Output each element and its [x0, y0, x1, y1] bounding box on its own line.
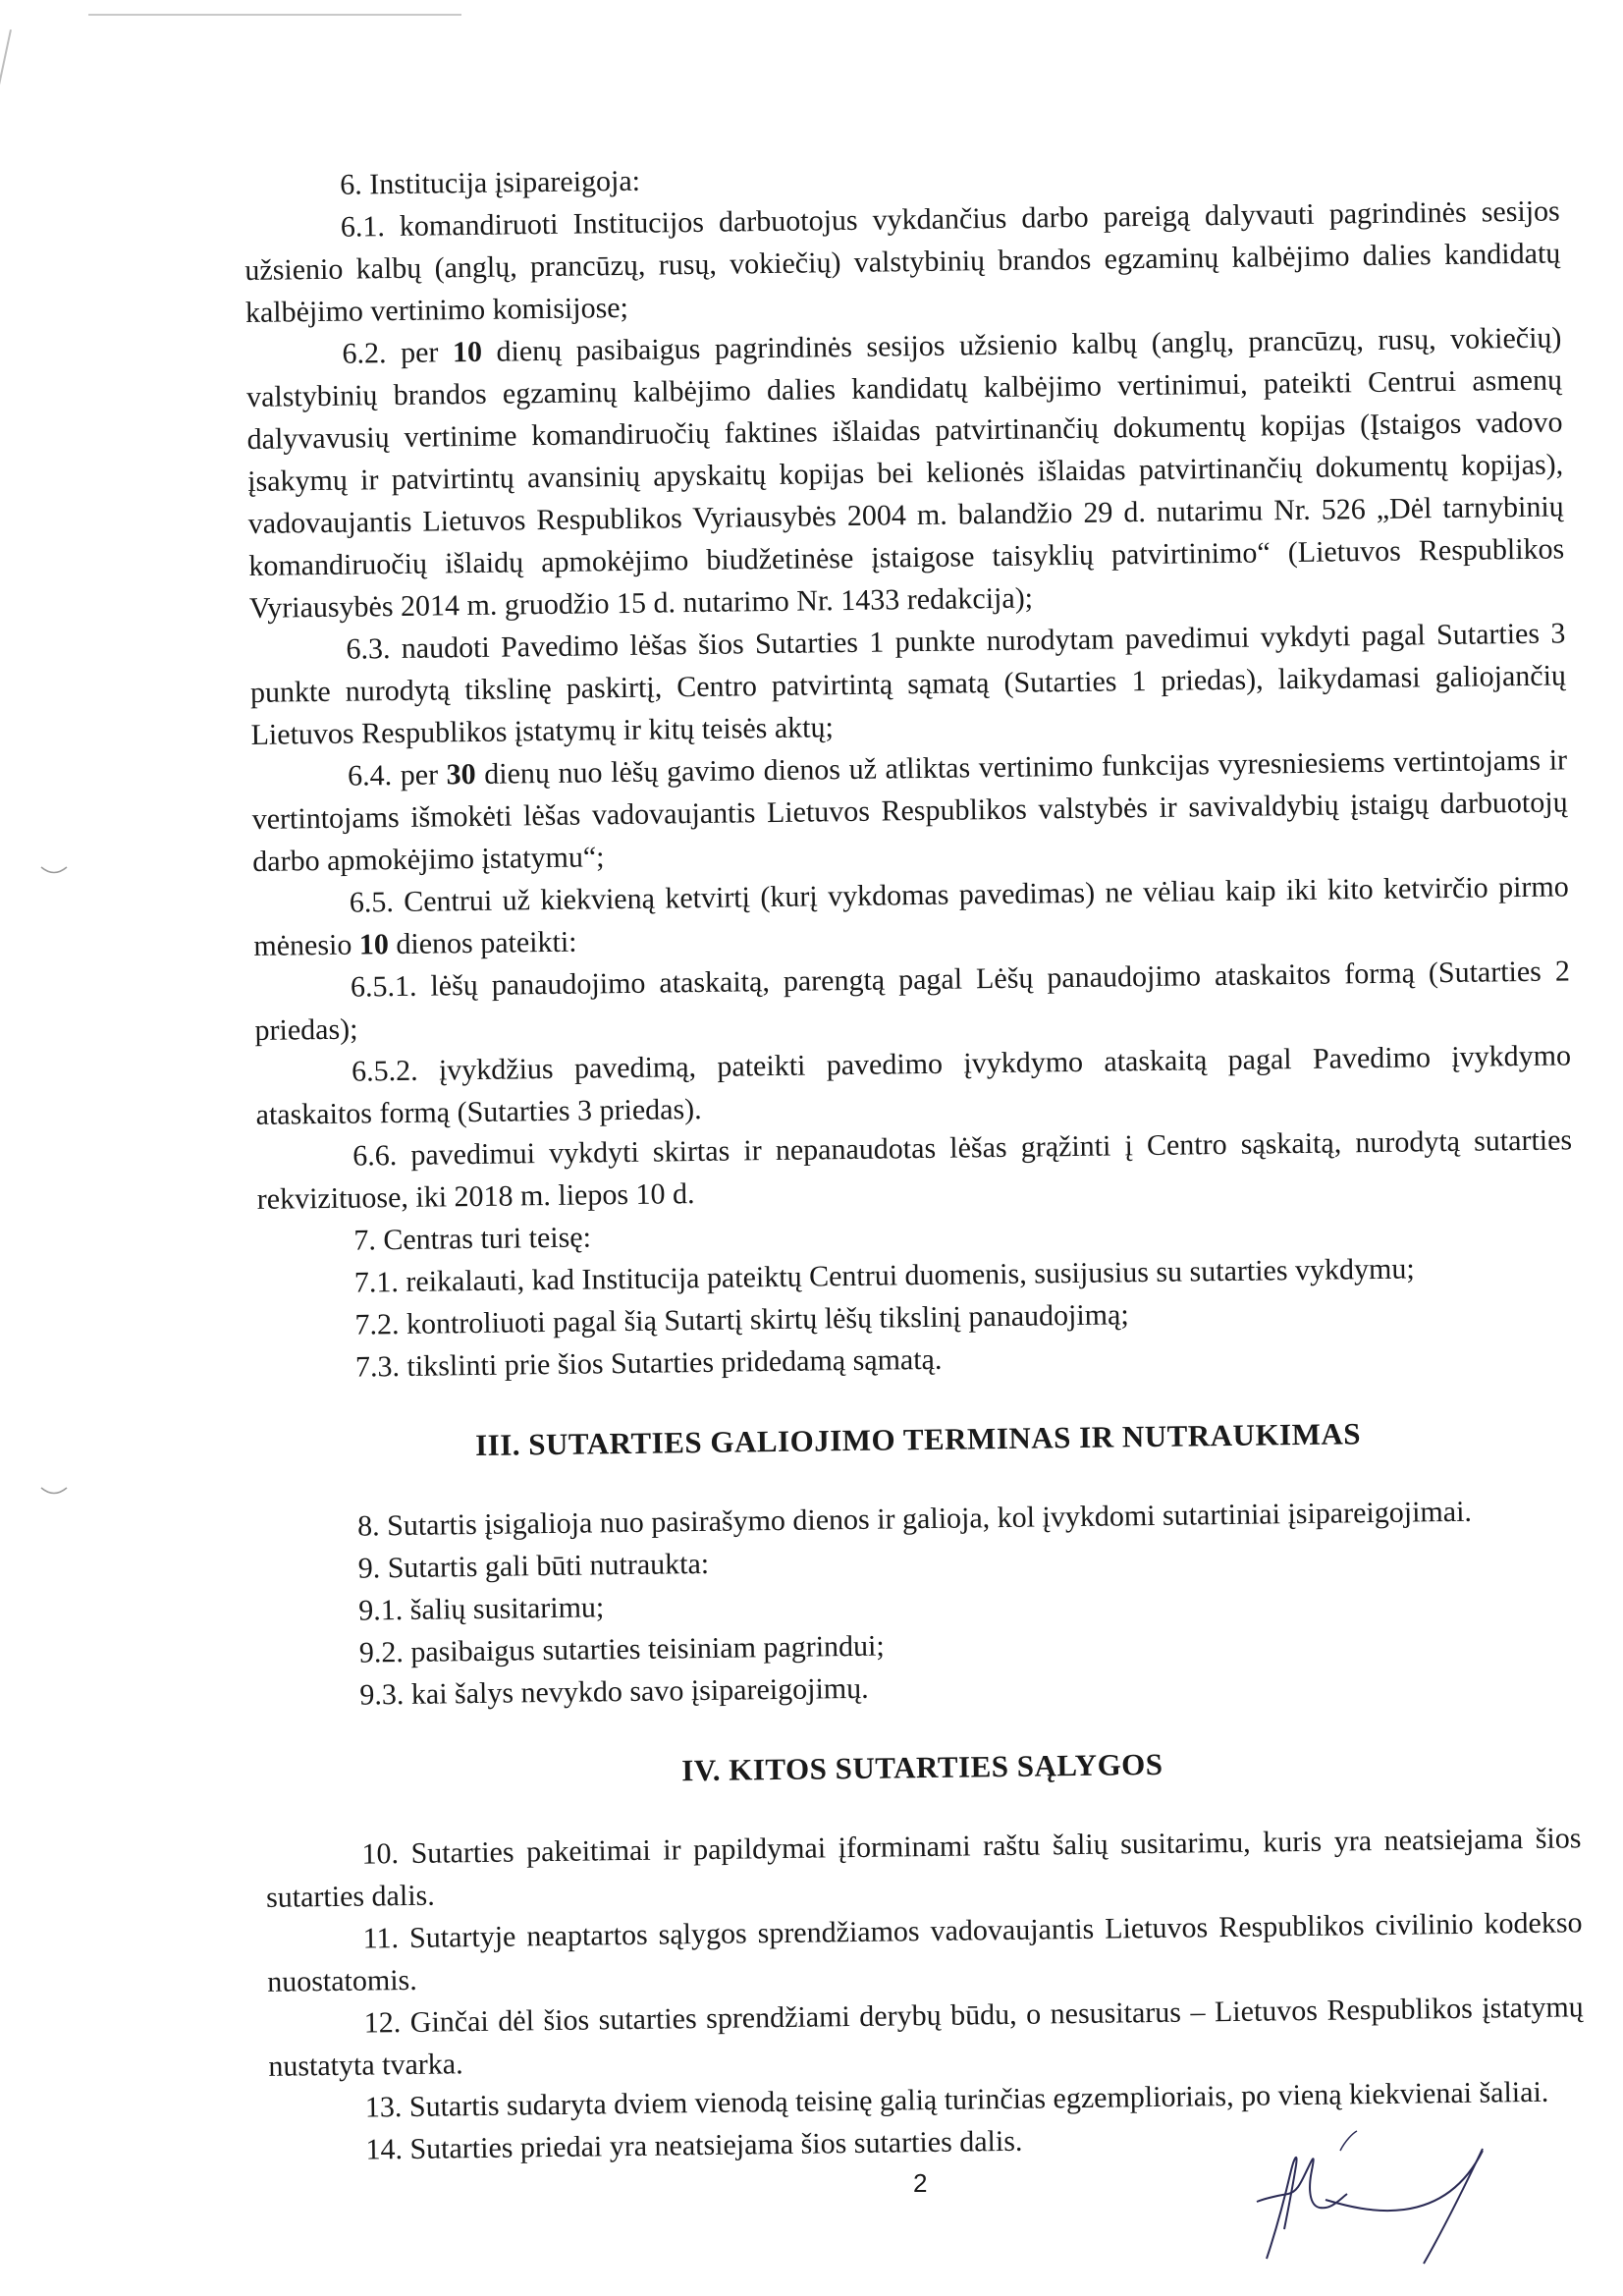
clause-12: 12. Ginčai dėl šios sutarties sprendžiami derybų būdu, o nesusitarus – Lietuvos Respublikos įstatymų nustatyta tvarka. [268, 1991, 1584, 2083]
section-heading-iii: III. SUTARTIES GALIOJIMO TERMINAS IR NUTRAUKIMAS [474, 1416, 1362, 1463]
clause-9-3: 9.3. kai šalys nevykdo savo įsipareigojimų. [359, 1671, 869, 1712]
handwritten-signature [1237, 2111, 1532, 2269]
clause-9-2: 9.2. pasibaigus sutarties teisiniam pagrindui; [358, 1629, 885, 1669]
clause-6-3: 6.3. naudoti Pavedimo lėšas šios Sutarties 1 punkte nurodytam pavedimui vykdyti pagal Sutarties 3 punkte nurodytą tikslinę paskirtį, Centro patvirtintą sąmatą (Sutarties 1 priedas), laikydamasi galiojančių Lietuvos Respublikos įstatymų ir kitų teisės aktų; [249, 617, 1567, 751]
clause-14: 14. Sutarties priedai yra neatsiejama šios sutarties dalis. [365, 2124, 1023, 2166]
clause-7-2: 7.2. kontroliuoti pagal šią Sutartį skirtų lėšų tikslinį panaudojimą; [354, 1298, 1129, 1341]
punch-hole-mark [39, 864, 69, 876]
clause-8: 8. Sutartis įsigalioja nuo pasirašymo dienos ir galioja, kol įvykdomi sutartiniai įsipareigojimai. [356, 1495, 1473, 1543]
section-heading-iv: IV. KITOS SUTARTIES SĄLYGOS [681, 1746, 1163, 1788]
clause-9-1: 9.1. šalių susitarimu; [358, 1591, 605, 1627]
section-7-title: 7. Centras turi teisę: [353, 1221, 592, 1257]
clause-13: 13. Sutartis sudaryta dviem vienodą teisinę galią turinčias egzemplioriais, po vieną kiekvienai šaliai. [364, 2075, 1549, 2124]
clause-6-5: 6.5. Centrui už kiekvieną ketvirtį (kurį vykdomas pavedimas) ne vėliau kaip iki kito ketvirčio pirmo mėnesio 10 dienos pateikti: [253, 870, 1569, 962]
clause-6-2: 6.2. per 10 dienų pasibaigus pagrindinės sesijos užsienio kalbų (anglų, prancūzų, rusų, vokiečių) valstybinių brandos egzaminų kalbėjimo dalies kandidatų kalbėjimo vertinimui, pateikti Centrui asmenų dalyvavusių vertinime komandiruočių faktines išlaidas patvirtinančių dokumentų kopijas (Įstaigos vadovo įsakymų ir patvirtintų avansinių apyskaitų kopijas bei kelionės išlaidas patvirtinančių dokumentų kopijas), vadovaujantis Lietuvos Respublikos Vyriausybės 2004 m. balandžio 29 d. nutarimu Nr. 526 „Dėl tarnybinių komandiruočių išlaidų apmokėjimo biudžetinėse įstaigose taisyklių patvirtinimo“ (Lietuvos Respublikos Vyriausybės 2014 m. gruodžio 15 d. nutarimo Nr. 1433 redakcija); [245, 321, 1565, 625]
clause-6-1: 6.1. komandiruoti Institucijos darbuotojus vykdančius darbo pareigą dalyvauti pagrindinės sesijos užsienio kalbų (anglų, prancūzų, rusų, vokiečių) valstybinių brandos egzaminų kalbėjimo dalies kandidatų kalbėjimo vertinimo komisijose; [244, 194, 1561, 329]
section-6-title: 6. Institucija įsipareigoja: [340, 164, 641, 201]
clause-9: 9. Sutartis gali būti nutraukta: [357, 1547, 710, 1585]
clause-6-6: 6.6. pavedimui vykdyti skirtas ir nepanaudotas lėšas grąžinti į Centro sąskaitą, nurodytą sutarties rekvizituose, iki 2018 m. liepos 10 d. [256, 1123, 1573, 1216]
clause-7-1: 7.1. reikalauti, kad Institucija pateiktų Centrui duomenis, susijusius su sutarties vykdymu; [353, 1252, 1415, 1299]
page-number: 2 [913, 2168, 928, 2198]
punch-hole-mark [39, 1485, 69, 1497]
clause-6-4: 6.4. per 30 dienų nuo lėšų gavimo dienos už atliktas vertinimo funkcijas vyresniesiems vertintojams ir vertintojams išmokėti lėšas vadovaujantis Lietuvos Respublikos valstybės ir savivaldybių įstaigų darbuotojų darbo apmokėjimo įstatymu“; [251, 743, 1568, 878]
clause-6-5-1: 6.5.1. lėšų panaudojimo ataskaitą, parengtą pagal Lėšų panaudojimo ataskaitos formą (Sutarties 2 priedas); [254, 955, 1571, 1047]
clause-6-5-2: 6.5.2. įvykdžius pavedimą, pateikti pavedimo įvykdymo ataskaitą pagal Pavedimo įvykdymo ataskaitos formą (Sutarties 3 priedas). [255, 1039, 1572, 1131]
scan-edge-line-left [0, 29, 12, 222]
clause-11: 11. Sutartyje neaptartos sąlygos sprendžiamos vadovaujantis Lietuvos Respublikos civilinio kodekso nuostatomis. [267, 1906, 1583, 1998]
clause-7-3: 7.3. tikslinti prie šios Sutarties pridedamą sąmatą. [354, 1342, 943, 1384]
scan-edge-line [88, 14, 461, 16]
clause-10: 10. Sutarties pakeitimai ir papildymai įforminami raštu šalių susitarimu, kuris yra neatsiejama šios sutarties dalis. [265, 1822, 1582, 1914]
document-body [243, 147, 1586, 2171]
